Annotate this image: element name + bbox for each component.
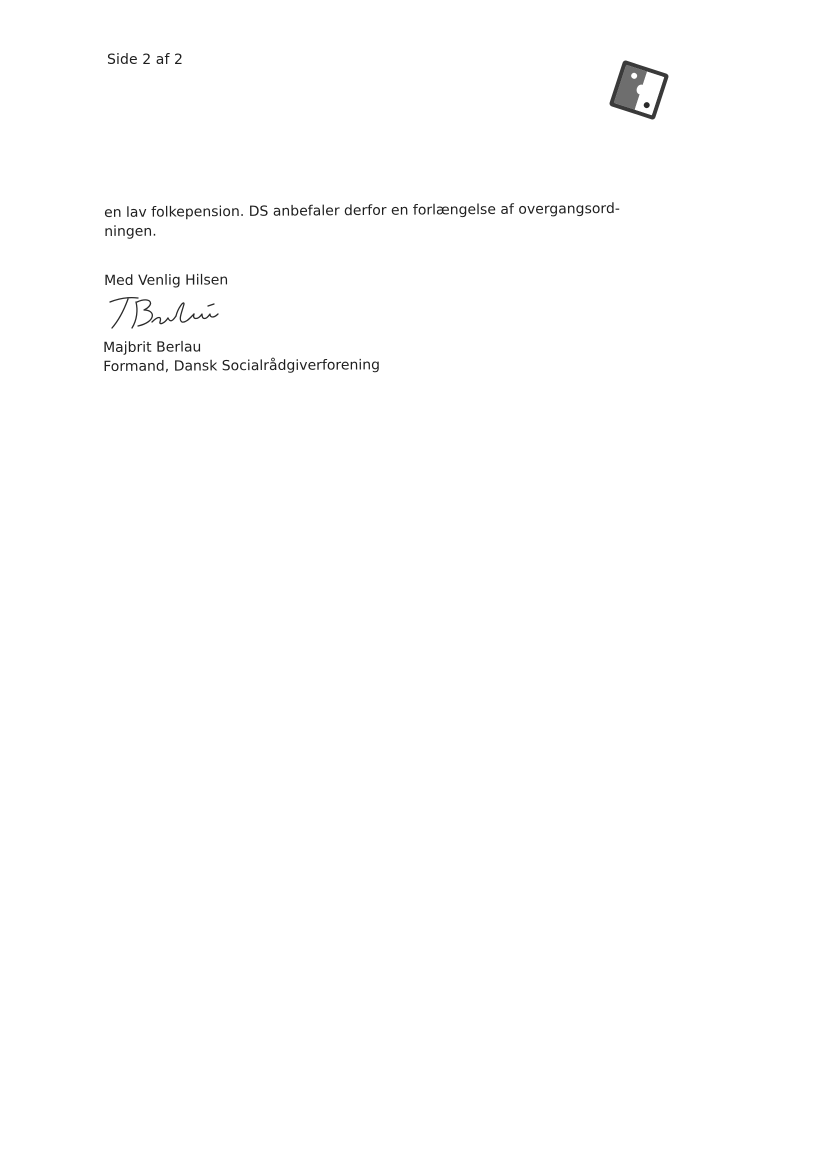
page-number: Side 2 af 2 [107, 52, 184, 68]
signer-name: Majbrit Berlau [103, 339, 202, 356]
body-line-2: ningen. [104, 223, 157, 240]
signer-block [103, 337, 380, 377]
ds-puzzle-logo-icon [607, 58, 671, 122]
body-line-1: en lav folkepension. DS anbefaler derfor en forlængelse af overgangsord- [104, 200, 620, 221]
closing-greeting: Med Venlig Hilsen [104, 272, 229, 289]
body-paragraph [104, 200, 644, 242]
signature-icon [106, 290, 224, 334]
signer-title: Formand, Dansk Socialrådgiverforening [103, 357, 381, 375]
